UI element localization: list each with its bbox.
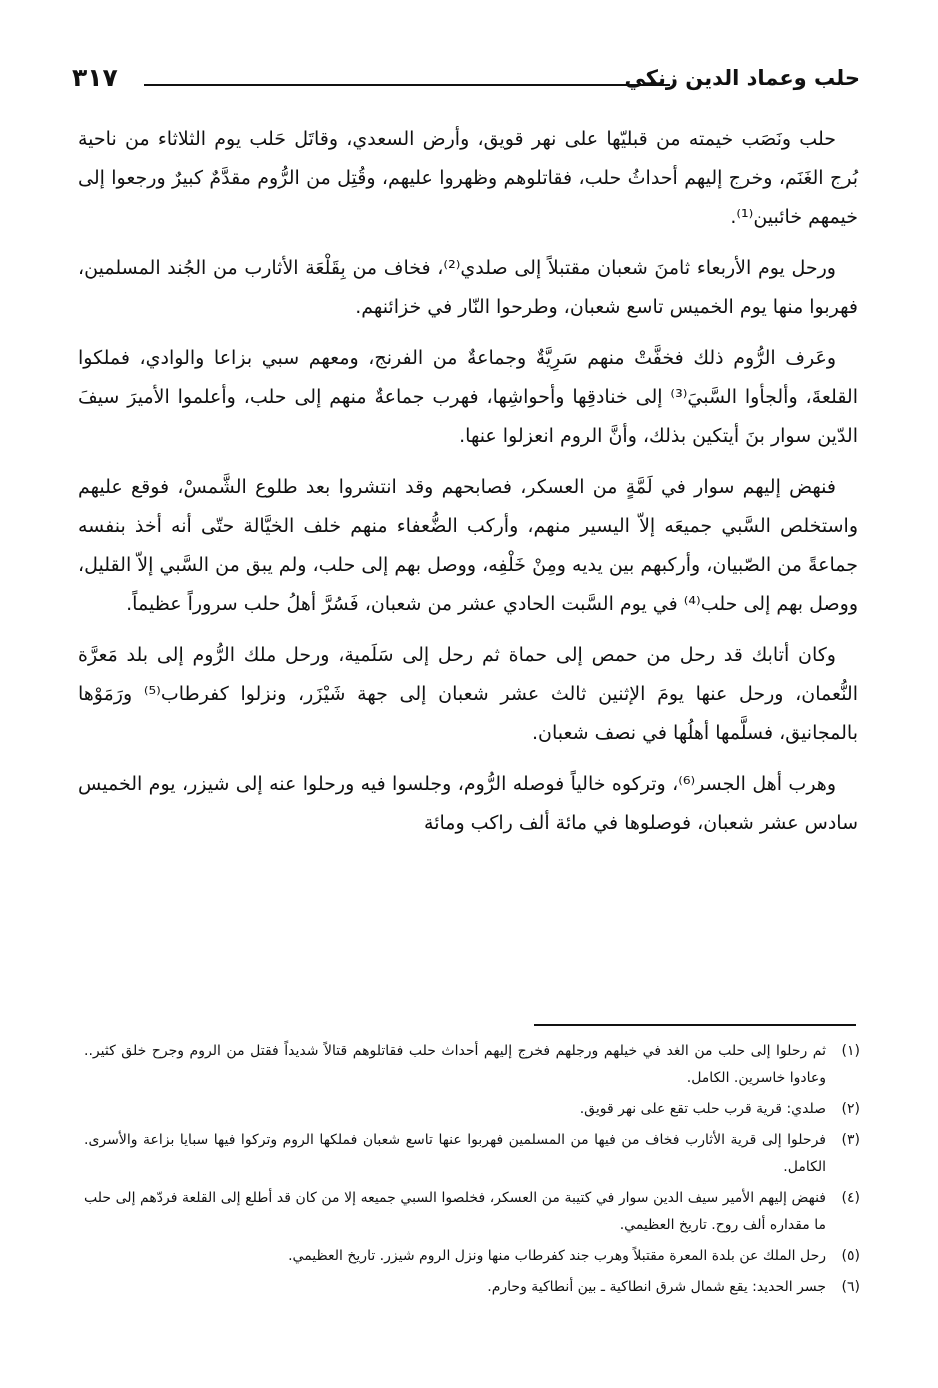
paragraph: وكان أتابك قد رحل من حمص إلى حماة ثم رحل إلى سَلَمية، ورحل ملك الرُّوم إلى بلد مَعرَّة النُّعمان، ورحل عنها يومَ الإثنين ثالث عشر شعبان إلى جهة شَيْزَر، ونزلوا كفرطاب⁽⁵⁾ ورَمَوْها بالمجانيق، فسلَّمها أهلُها في نصف شعبان. [78, 644, 859, 744]
footnotes [84, 1038, 860, 1305]
footnote-separator [534, 1024, 856, 1026]
footnote [84, 1096, 860, 1123]
paragraph: وهرب أهل الجسر⁽⁶⁾، وتركوه خالياً فوصله الرُّوم، وجلسوا فيه ورحلوا عنه إلى شيزر، يوم الخميس سادس عشر شعبان، فوصلوها في مائة ألف راكب ومائة [78, 773, 858, 834]
footnote [84, 1127, 860, 1181]
footnote-text: صلدي: قرية قرب حلب تقع على نهر قويق. [579, 1101, 826, 1117]
main-text [78, 120, 858, 855]
page-number: ٣١٧ [72, 63, 118, 92]
footnote-number: (٢) [841, 1101, 860, 1117]
footnote-number: (٥) [841, 1248, 860, 1264]
footnote [84, 1274, 860, 1301]
running-head: حلب وعماد الدين زنكي [624, 66, 860, 90]
footnote [84, 1038, 860, 1092]
paragraph: حلب ونَصَب خيمته من قبليّها على نهر قويق، وأرض السعدي، وقاتَل حَلب يوم الثلاثاء من ناحية بُرج الغَنَم، وخرج إليهم أحداثُ حلب، فقاتلوهم وظهروا عليهم، وقُتِل من الرُّوم مقدَّمٌ كبيرٌ ورجعوا إلى خيمهم خائبين⁽¹⁾. [78, 128, 858, 228]
footnote-text: جسر الحديد: يقع شمال شرق انطاكية ـ بين أنطاكية وحارم. [487, 1279, 826, 1295]
footnote-text: ثم رحلوا إلى حلب من الغد في خيلهم ورجلهم فخرج إليهم أحداث حلب فقاتلوهم قتالاً شديداً فقتل من الروم وجرح خلق كثير.. وعادوا خاسرين. الكامل. [84, 1043, 826, 1086]
paragraph: وعَرف الرُّوم ذلك فخفَّتْ منهم سَرِيَّةٌ وجماعةٌ من الفرنج، ومعهم سبي بزاعا والوادي، فملكوا القلعةَ، وألجأوا السَّبيَ⁽³⁾ إلى خنادقِها وأحواشِها، فهرب جماعةٌ منهم إلى حلب، وأعلموا الأميرَ سيفَ الدّين سوار بنَ أيتكين بذلك، وأنَّ الروم انعزلوا عنها. [78, 347, 858, 447]
footnote-number: (٤) [841, 1190, 860, 1206]
page-header [72, 62, 860, 102]
paragraph: فنهض إليهم سوار في لَمَّةٍ من العسكر، فصابحهم وقد انتشروا بعد طلوع الشَّمسْ، فوقع عليهم واستخلص السَّبي جميعَه إلاّ اليسير منهم، وأركب الضُّعفاء منهم خلف الخيَّالة حتّى أنه أخذ بنفسه جماعةً من الصّبيان، وأركبهم بين يديه ومِنْ خَلْفِه، ووصل بهم إلى حلب، ولم يبق من السَّبي إلاّ القليل، ووصل بهم إلى حلب⁽⁴⁾ في يوم السَّبت الحادي عشر من شعبان، فَسُرَّ أهلُ حلب سروراً عظيماً. [78, 476, 858, 615]
footnote-text: فنهض إليهم الأمير سيف الدين سوار في كتيبة من العسكر، فخلصوا السبي جميعه إلا من كان قد أطلع إلى القلعة فردّهم إلى حلب ما مقداره ألف روح. تاريخ العظيمي. [84, 1190, 826, 1233]
footnote-text: فرحلوا إلى قرية الأثارب فخاف من فيها من المسلمين فهربوا عنها تاسع شعبان فملكها الروم وتركوا فيها سبايا بزاعة والأسرى. الكامل. [84, 1132, 826, 1175]
footnote [84, 1185, 860, 1239]
footnote-text: رحل الملك عن بلدة المعرة مقتبلاً وهرب جند كفرطاب منها ونزل الروم شيزر. تاريخ العظيمي. [288, 1248, 826, 1264]
header-rule [144, 84, 670, 86]
footnote-number: (٣) [841, 1132, 860, 1148]
footnote-number: (٦) [841, 1279, 860, 1295]
paragraph: ورحل يوم الأربعاء ثامنَ شعبان مقتبلاً إلى صلدي⁽²⁾، فخاف من بِقَلْعَة الأثارب من الجُند المسلمين، فهربوا منها يوم الخميس تاسع شعبان، وطرحوا النّار في خزائنهم. [78, 257, 858, 318]
footnote [84, 1243, 860, 1270]
footnote-number: (١) [841, 1043, 860, 1059]
